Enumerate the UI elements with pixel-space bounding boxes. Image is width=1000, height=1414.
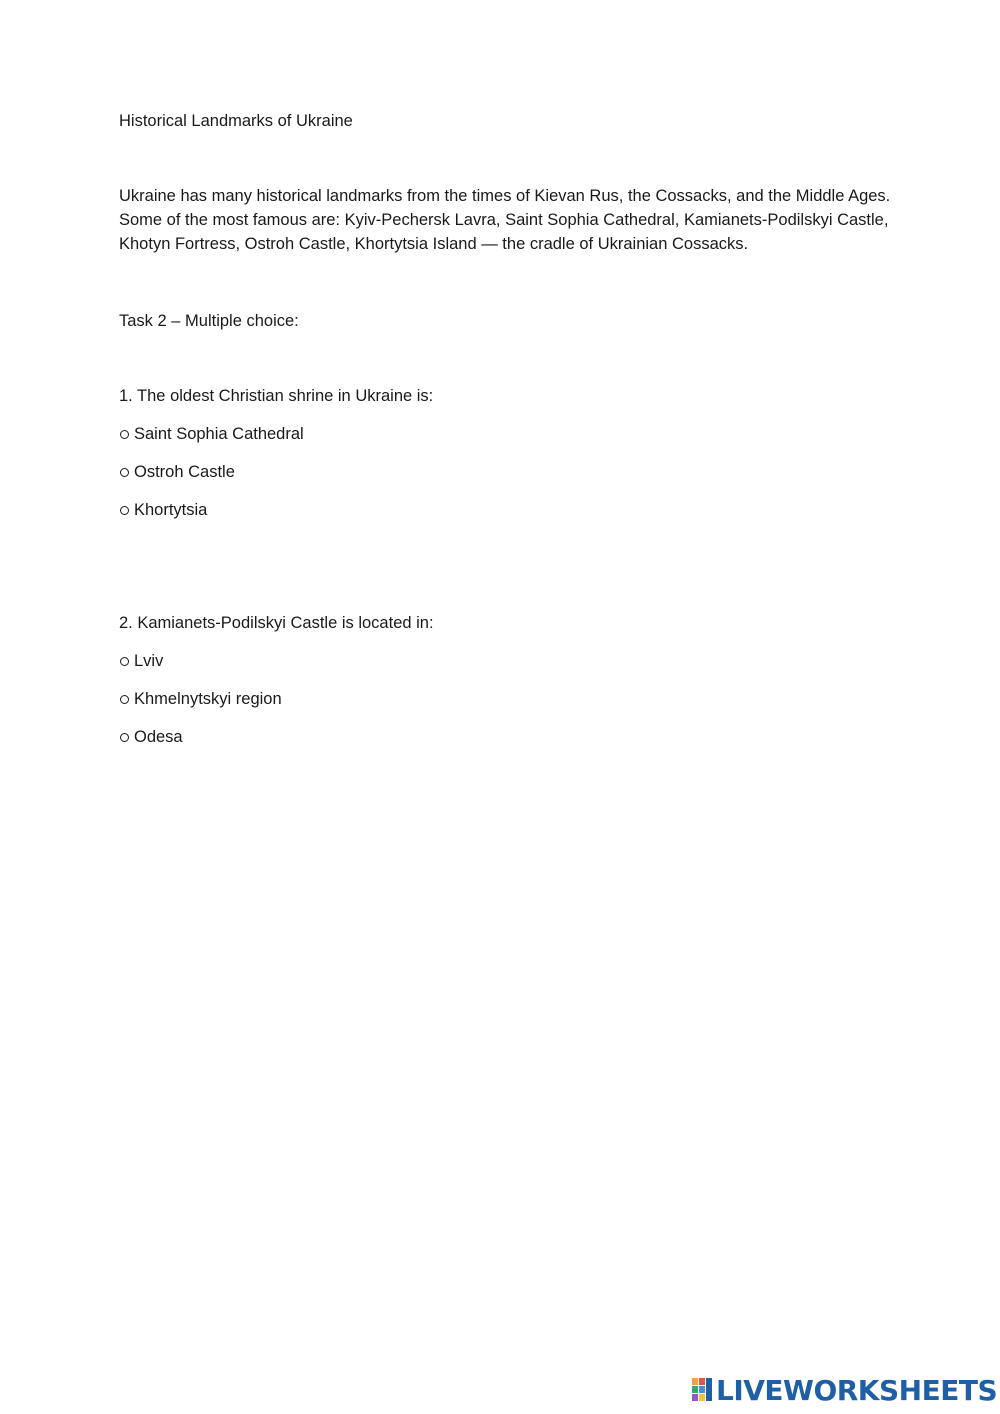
- option-label: Ostroh Castle: [134, 463, 235, 481]
- liveworksheets-logo: [692, 1374, 997, 1406]
- liveworksheets-logo-icon: [692, 1376, 714, 1404]
- option-label: Odesa: [134, 728, 183, 746]
- radio-icon[interactable]: [120, 430, 129, 439]
- question-2: 2. Kamianets-Podilskyi Castle is located in:: [119, 614, 434, 632]
- question-1-option-2[interactable]: [119, 460, 235, 484]
- logo-wordmark: LIVEWORKSHEETS: [716, 1373, 998, 1407]
- radio-icon[interactable]: [120, 506, 129, 515]
- radio-icon[interactable]: [120, 468, 129, 477]
- question-2-option-2[interactable]: [119, 687, 282, 711]
- option-label: Saint Sophia Cathedral: [134, 425, 304, 443]
- radio-icon[interactable]: [120, 733, 129, 742]
- radio-icon[interactable]: [120, 657, 129, 666]
- intro-paragraph: Ukraine has many historical landmarks from the times of Kievan Rus, the Cossacks, and the Middle Ages. Some of the most famous are: Kyiv-Pechersk Lavra, Saint Sophia Cathedral, Kamianets-Podilskyi Castle, Khotyn Fortress, Ostroh Castle, Khortytsia Island — the cradle of Ukrainian Cossacks.: [119, 187, 891, 253]
- question-1-option-1[interactable]: [119, 422, 304, 446]
- radio-icon[interactable]: [120, 695, 129, 704]
- page-title: Historical Landmarks of Ukraine: [119, 112, 353, 130]
- question-2-option-1[interactable]: [119, 649, 163, 673]
- option-label: Lviv: [134, 652, 164, 670]
- question-1: 1. The oldest Christian shrine in Ukraine is:: [119, 387, 434, 405]
- option-label: Khortytsia: [134, 501, 208, 519]
- task-heading: Task 2 – Multiple choice:: [119, 312, 299, 330]
- question-2-option-3[interactable]: [119, 725, 183, 749]
- option-label: Khmelnytskyi region: [134, 690, 282, 708]
- question-1-option-3[interactable]: [119, 498, 207, 522]
